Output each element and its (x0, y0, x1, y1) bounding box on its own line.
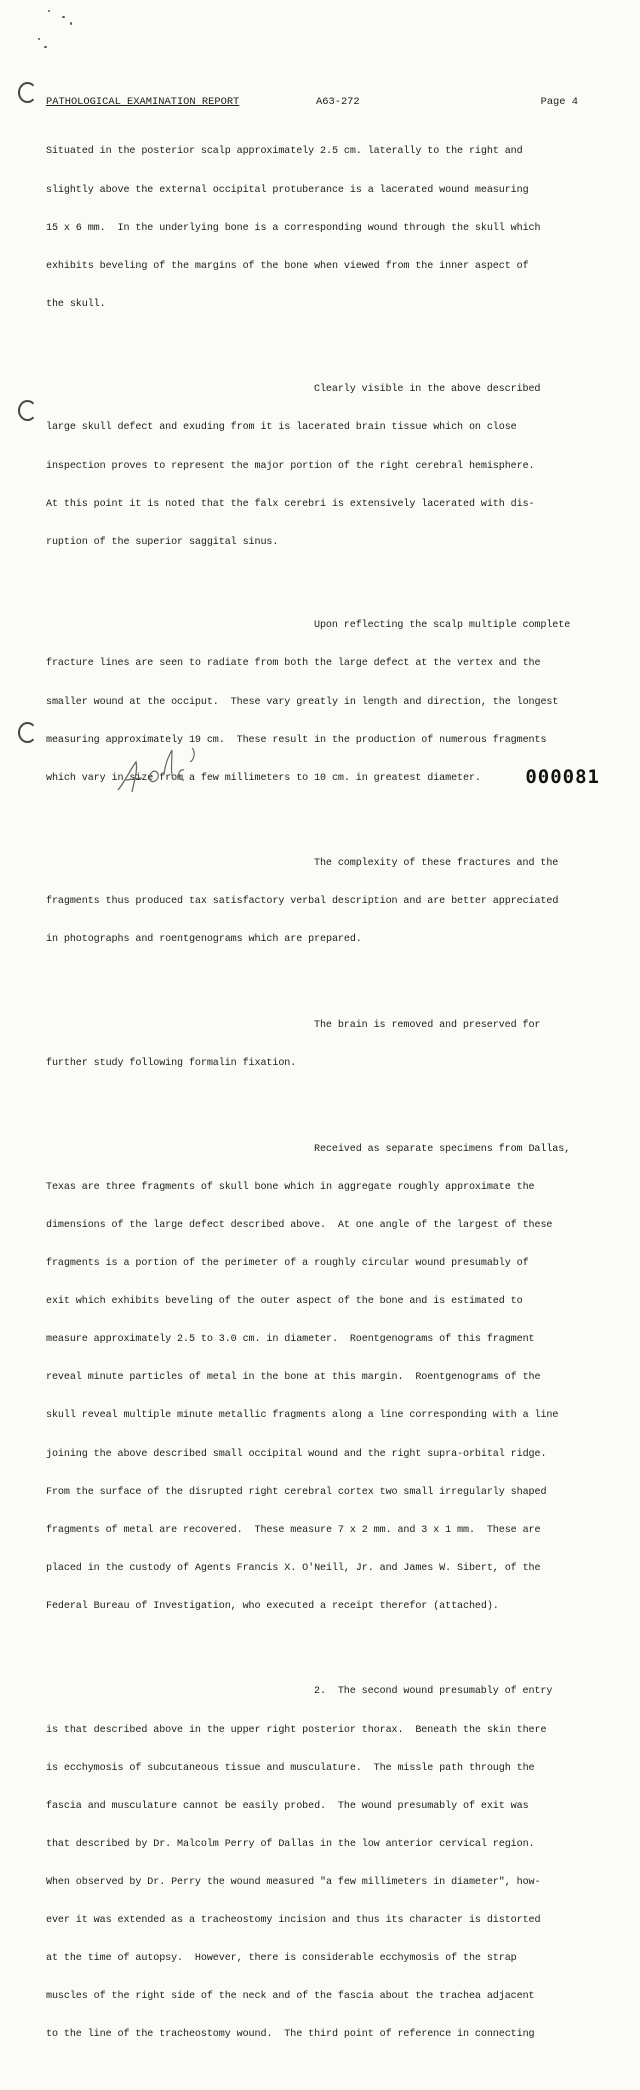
handwritten-initials (112, 740, 222, 800)
scan-speck (38, 38, 40, 40)
paragraph-second-wound (46, 1661, 586, 2068)
text-line: Situated in the posterior scalp approximately 2.5 cm. laterally to the right and (46, 146, 523, 158)
paragraph-brain-tissue (46, 359, 586, 575)
case-number: A63-272 (316, 96, 360, 108)
document-control-number: 000081 (525, 766, 600, 788)
scan-speck (70, 22, 72, 25)
text-line: large skull defect and exuding from it is lacerated brain tissue which on close (46, 422, 517, 434)
text-line: to the line of the tracheostomy wound. The third point of reference in connecting (46, 2029, 535, 2041)
text-line: Upon reflecting the scalp multiple complete (314, 620, 571, 632)
text-line: fragments of metal are recovered. These measure 7 x 2 mm. and 3 x 1 mm. These are (46, 1524, 541, 1536)
paragraph-complexity (46, 833, 586, 973)
text-line: smaller wound at the occiput. These vary greatly in length and direction, the longest (46, 696, 559, 708)
report-body (46, 121, 586, 2090)
punch-hole-mark (18, 722, 37, 743)
text-line: slightly above the external occipital protuberance is a lacerated wound measuring (46, 184, 529, 196)
text-line: reveal minute particles of metal in the bone at this margin. Roentgenograms of the (46, 1372, 541, 1384)
paragraph-posterior-scalp-wound (46, 121, 586, 337)
text-line: fragments thus produced tax satisfactory verbal description and are better appreciated (46, 896, 559, 908)
text-line: fascia and musculature cannot be easily probed. The wound presumably of exit was (46, 1800, 529, 1812)
report-header (46, 96, 578, 112)
text-line: Texas are three fragments of skull bone which in aggregate roughly approximate the (46, 1181, 535, 1193)
text-line: placed in the custody of Agents Francis X. O'Neill, Jr. and James W. Sibert, of the (46, 1562, 541, 1574)
text-line: 15 x 6 mm. In the underlying bone is a corresponding wound through the skull which (46, 222, 541, 234)
scan-speck (44, 46, 47, 48)
text-line: joining the above described small occipital wound and the right supra-orbital ridge. (46, 1448, 547, 1460)
text-line: which vary in size from a few millimeters to 10 cm. in greatest diameter. (46, 772, 481, 784)
text-line: further study following formalin fixation. (46, 1058, 297, 1070)
text-line: is ecchymosis of subcutaneous tissue and musculature. The missle path through the (46, 1762, 535, 1774)
text-line: ever it was extended as a tracheostomy incision and thus its character is distorted (46, 1915, 541, 1927)
text-line: exhibits beveling of the margins of the bone when viewed from the inner aspect of (46, 260, 529, 272)
text-line: ruption of the superior saggital sinus. (46, 536, 279, 548)
text-line: that described by Dr. Malcolm Perry of Dallas in the low anterior cervical region. (46, 1838, 535, 1850)
text-line: dimensions of the large defect described above. At one angle of the largest of these (46, 1219, 553, 1231)
text-line: inspection proves to represent the major portion of the right cerebral hemisphere. (46, 460, 535, 472)
scan-speck (62, 16, 65, 18)
text-line: From the surface of the disrupted right cerebral cortex two small irregularly shaped (46, 1486, 547, 1498)
report-title: PATHOLOGICAL EXAMINATION REPORT (46, 96, 240, 108)
punch-hole-mark (18, 82, 37, 103)
text-line: measure approximately 2.5 to 3.0 cm. in diameter. Roentgenograms of this fragment (46, 1334, 535, 1346)
text-line: The complexity of these fractures and the (314, 858, 559, 870)
punch-hole-mark (18, 400, 37, 421)
page-number: Page 4 (540, 96, 578, 108)
text-line: at the time of autopsy. However, there is considerable ecchymosis of the strap (46, 1953, 517, 1965)
text-line: 2. The second wound presumably of entry (314, 1686, 553, 1698)
text-line: the skull. (46, 298, 106, 310)
text-line: exit which exhibits beveling of the outer aspect of the bone and is estimated to (46, 1296, 523, 1308)
paragraph-dallas-specimens (46, 1118, 586, 1639)
text-line: Clearly visible in the above described (314, 384, 541, 396)
scan-speck (48, 10, 50, 12)
text-line: The brain is removed and preserved for (314, 1020, 541, 1031)
text-line: Received as separate specimens from Dallas, (314, 1143, 571, 1155)
text-line: Federal Bureau of Investigation, who executed a receipt therefor (attached). (46, 1600, 499, 1612)
text-line: fragments is a portion of the perimeter of a roughly circular wound presumably of (46, 1257, 529, 1269)
text-line: measuring approximately 19 cm. These result in the production of numerous fragments (46, 734, 547, 746)
text-line: in photographs and roentgenograms which are prepared. (46, 934, 362, 946)
text-line: is that described above in the upper right posterior thorax. Beneath the skin there (46, 1724, 547, 1736)
paragraph-brain-removed (46, 995, 586, 1097)
text-line: fracture lines are seen to radiate from both the large defect at the vertex and the (46, 658, 541, 670)
text-line: skull reveal multiple minute metallic fragments along a line corresponding with a line (46, 1410, 559, 1422)
text-line: When observed by Dr. Perry the wound measured "a few millimeters in diameter", how- (46, 1877, 541, 1888)
text-line: At this point it is noted that the falx cerebri is extensively lacerated with dis- (46, 498, 535, 510)
text-line: muscles of the right side of the neck and of the fascia about the trachea adjacent (46, 1991, 535, 2003)
